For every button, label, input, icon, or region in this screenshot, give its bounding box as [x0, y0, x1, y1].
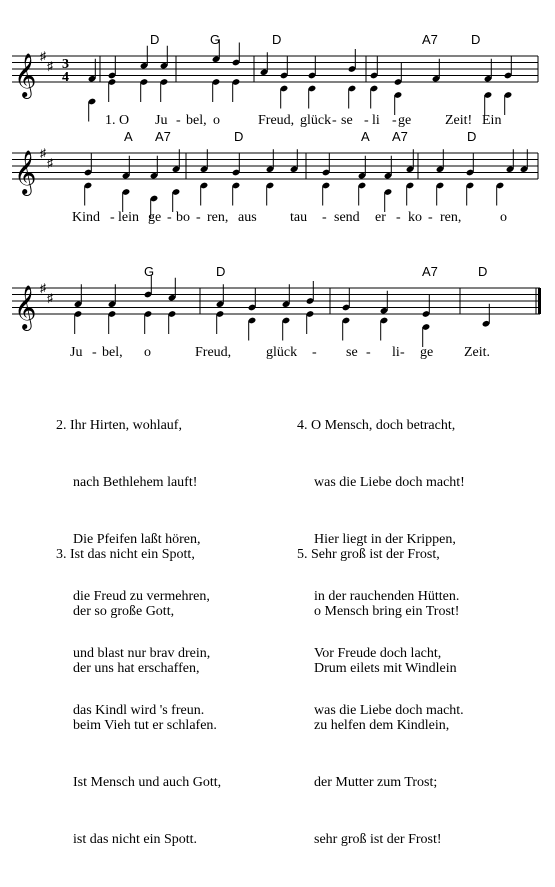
music-system-2 — [12, 129, 538, 225]
chord-symbol: A7 — [422, 32, 438, 47]
lyric-syllable: Zeit! — [445, 113, 473, 128]
verse-line: der uns hat erschaffen, — [73, 661, 200, 676]
final-bar-line-thick — [538, 288, 541, 314]
verse-line: Hier liegt in der Krippen, — [314, 532, 456, 547]
lyric-syllable: Freud, — [195, 345, 232, 360]
lyric-syllable: - — [110, 210, 115, 225]
lyric-syllable: - — [167, 210, 172, 225]
lyric-syllable: ge — [148, 210, 162, 225]
chord-symbol: A — [124, 129, 133, 144]
verse-line: nach Bethlehem lauft! — [73, 475, 198, 490]
verse-line: 2. Ihr Hirten, wohlauf, — [56, 418, 182, 433]
time-signature-bottom: 4 — [62, 70, 69, 85]
lyric-syllable: bo — [176, 210, 190, 225]
verse-line: in der rauchenden Hütten. — [314, 589, 460, 604]
lyric-syllable: li — [392, 345, 400, 360]
lyric-syllable: se — [346, 345, 358, 360]
lyric-syllable: - — [312, 345, 317, 360]
music-system-1 — [12, 32, 538, 128]
lyric-syllable: o — [213, 113, 220, 128]
chord-symbol: D — [478, 264, 488, 279]
verse-line: der so große Gott, — [73, 604, 175, 619]
chord-symbol: D — [234, 129, 244, 144]
lyric-syllable: - — [392, 113, 397, 128]
chord-symbol: A7 — [422, 264, 438, 279]
lyric-syllable: lein — [118, 210, 139, 225]
lyric-syllable: o — [144, 345, 151, 360]
lyric-syllable: ge — [398, 113, 412, 128]
sharp-icon: ♯ — [47, 58, 53, 73]
lyric-syllable: ren, — [207, 210, 229, 225]
verse-line: der Mutter zum Trost; — [314, 775, 438, 790]
lyric-syllable: send — [334, 210, 360, 225]
lyric-syllable: - — [322, 210, 327, 225]
lyric-syllable: - — [176, 113, 181, 128]
lyric-syllable: ge — [420, 345, 434, 360]
lyric-syllable: 1. O — [105, 113, 130, 128]
lyric-syllable: er — [375, 210, 386, 225]
verse-line: Ist Mensch und auch Gott, — [73, 775, 222, 790]
lyric-syllable: - — [364, 113, 369, 128]
music-score — [0, 0, 555, 370]
lyric-syllable: - — [196, 210, 201, 225]
lyric-syllable: ko — [408, 210, 422, 225]
verse-line: beim Vieh tut er schlafen. — [73, 718, 217, 733]
lyric-syllable: tau — [290, 210, 308, 225]
lyric-syllable: o — [500, 210, 507, 225]
treble-clef-icon: 𝄞 — [14, 287, 37, 329]
music-system-3 — [12, 264, 541, 360]
verse-line: und blast nur brav drein, — [73, 646, 211, 661]
chord-symbol: G — [210, 32, 221, 47]
lyric-syllable: Freud, — [258, 113, 295, 128]
verse-line: Vor Freude doch lacht, — [314, 646, 442, 661]
lyric-syllable: - — [332, 113, 337, 128]
verse-5 — [297, 507, 459, 887]
treble-clef-icon: 𝄞 — [14, 55, 37, 97]
verse-line: 3. Ist das nicht ein Spott, — [56, 547, 195, 562]
time-signature-top: 3 — [62, 57, 69, 72]
verse-line: sehr groß ist der Frost! — [314, 832, 442, 847]
lyric-syllable: ren, — [440, 210, 462, 225]
chord-symbol: A7 — [155, 129, 171, 144]
lyric-syllable: glück — [300, 113, 332, 128]
lyric-syllable: se — [341, 113, 353, 128]
lyric-syllable: bel, — [102, 345, 123, 360]
lyric-syllable: Kind — [72, 210, 100, 225]
chord-symbol: A — [361, 129, 370, 144]
chord-symbol: D — [216, 264, 226, 279]
verse-line: das Kindl wird 's freun. — [73, 703, 205, 718]
chord-symbol: D — [150, 32, 160, 47]
lyric-syllable: Ein — [482, 113, 502, 128]
verse-line: 5. Sehr groß ist der Frost, — [297, 547, 440, 562]
lyric-syllable: - — [92, 345, 97, 360]
verse-line: was die Liebe doch macht. — [314, 703, 464, 718]
lyric-syllable: Ju — [155, 113, 168, 128]
lyric-syllable: bel, — [186, 113, 207, 128]
lyric-syllable: Ju — [70, 345, 83, 360]
verse-line: Drum eilets mit Windlein — [314, 661, 457, 676]
verse-line: Die Pfeifen laßt hören, — [73, 532, 201, 547]
verse-line: ist das nicht ein Spott. — [73, 832, 198, 847]
sharp-icon: ♯ — [47, 290, 53, 305]
lyric-syllable: - — [428, 210, 433, 225]
sharp-icon: ♯ — [40, 146, 46, 160]
sharp-icon: ♯ — [40, 49, 46, 63]
chord-symbol: D — [467, 129, 477, 144]
sharp-icon: ♯ — [47, 155, 53, 170]
chord-symbol: D — [272, 32, 282, 47]
lyric-syllable: aus — [238, 210, 257, 225]
lyric-syllable: Zeit. — [464, 345, 491, 360]
lyric-syllable: li — [372, 113, 380, 128]
verse-line: die Freud zu vermehren, — [73, 589, 210, 604]
verse-line: was die Liebe doch macht! — [314, 475, 465, 490]
treble-clef-icon: 𝄞 — [14, 152, 37, 194]
verse-line: 4. O Mensch, doch betracht, — [297, 418, 456, 433]
verse-line: o Mensch bring ein Trost! — [314, 604, 460, 619]
lyric-syllable: - — [396, 210, 401, 225]
lyric-syllable: - — [366, 345, 371, 360]
sharp-icon: ♯ — [40, 281, 46, 295]
lyric-syllable: - — [400, 345, 405, 360]
verse-3 — [56, 507, 221, 887]
chord-symbol: D — [471, 32, 481, 47]
lyric-syllable: glück — [266, 345, 298, 360]
chord-symbol: G — [144, 264, 155, 279]
chord-symbol: A7 — [392, 129, 408, 144]
verse-line: zu helfen dem Kindlein, — [314, 718, 450, 733]
